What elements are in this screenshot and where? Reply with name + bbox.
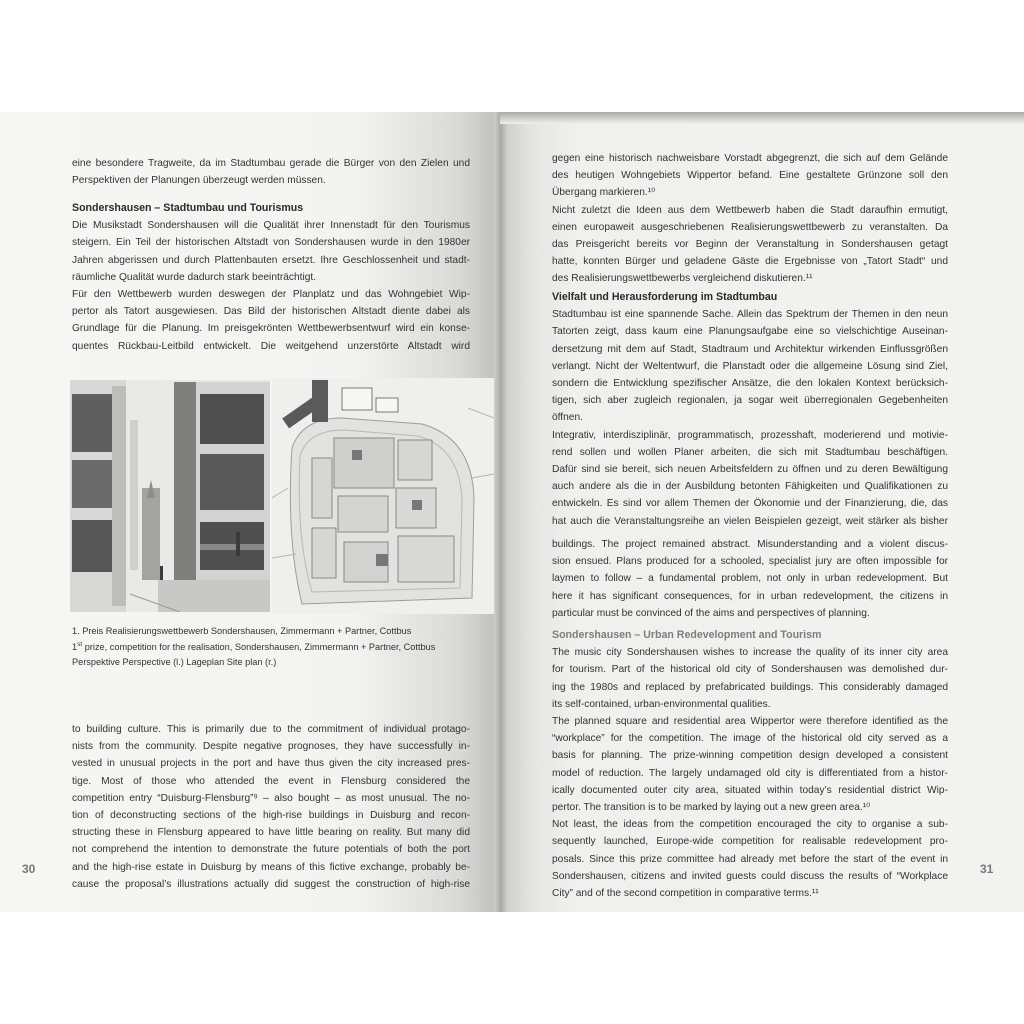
text-line: Übergang markieren.¹⁰: [552, 187, 656, 199]
text-line: sondern die Entwicklung spezifischer Ansätze, die den lokalen Kontext berücksich-: [552, 378, 948, 390]
text-line: pertor als Tatort ausgewiesen. Das Bild der historischen Altstadt diente dabei als: [72, 306, 470, 318]
text-line: eine besondere Tragweite, da im Stadtumbau gerade die Bürger von den Zielen und: [72, 158, 470, 169]
text-line: Dafür sind sie bereit, sich neuen Arbeitsfeldern zu öffnen und zu deren Bewältigung: [552, 464, 948, 476]
text-line: auch andere als die in der Ausbildung betonten Fähigkeiten und Qualifikationen zu: [552, 481, 948, 493]
text-line: dersetzung mit dem auf Stadt, Stadtraum und Architektur wirkenden Einflussgrößen: [552, 343, 948, 355]
page-number-right: 31: [980, 862, 994, 876]
text-line: sequently launched, Europe-wide competition for realisable redevelopment pro-: [552, 836, 948, 848]
text-line: entwickeln. Es sind vor allem Themen der Ökonomie und der Finanzierung, die, das: [552, 498, 948, 510]
text-line: competition entry “Duisburg-Flensburg”⁹ – also bought – as most unusual. The no-: [72, 792, 470, 804]
text-line: hatte, konnten Bürger und geladene Gäste die Ergebnisse von „Tatort Stadt“ und: [552, 256, 948, 268]
right-english-section: [552, 627, 948, 902]
text-line: and the high-rise estate in Duisburg by means of this fictive exchange, probably be-: [72, 861, 470, 873]
text-line: Stadtumbau ist eine spannende Sache. Allein das Spektrum der Themen in den neun: [552, 309, 948, 321]
text-line: Die Musikstadt Sondershausen will die Qualität ihrer Innenstadt für den Tourismus: [72, 220, 470, 232]
section-heading: Sondershausen – Stadtumbau und Tourismus: [72, 202, 304, 214]
caption-ordinal-suffix: st: [77, 640, 83, 648]
text-line: Not least, the ideas from the competition encouraged the city to organise a sub-: [552, 819, 948, 831]
text-line: rend sollen und wollen Planer arbeiten, die sich mit Stadtumbau beschäftigen.: [552, 446, 948, 458]
text-line: cause the proposal’s illustrations actually did suggest the construction of high-rise: [72, 878, 470, 890]
text-line: öffnen.: [552, 412, 583, 424]
text-line: sion ensued. Plans produced for a schooled, specialist jury are often impossible for: [552, 556, 948, 568]
text-line: model of reduction. The largely undamaged old city is differentiated from a histor-: [552, 767, 948, 779]
section-heading: Sondershausen – Urban Redevelopment and Tourism: [552, 629, 822, 641]
text-line: Perspektiven der Planungen überzeugt werden müssen.: [72, 175, 326, 187]
text-line: steigern. Ein Teil der historischen Altstadt von Sondershausen wurde in den 1980er: [72, 237, 470, 249]
text-line: des Realisierungswettbewerbs vergleichend diskutieren.¹¹: [552, 273, 813, 285]
text-line: ing the 1980s and replaced by prefabricated buildings. This considerably damaged: [552, 681, 948, 693]
text-line: for tourism. Part of the historical old city of Sondershausen was demolished dur-: [552, 664, 948, 676]
caption-line: Perspektive Perspective (l.) Lageplan Site plan (r.): [72, 657, 277, 667]
caption-line: 1. Preis Realisierungswettbewerb Sondershausen, Zimmermann + Partner, Cottbus: [72, 626, 412, 636]
text-line: structing these in Flensburg appeared to have little bearing on reality. But many did: [72, 827, 470, 839]
text-line: to building culture. This is primarily due to the commitment of individual protago-: [72, 724, 470, 735]
text-line: The planned square and residential area Wippertor were therefore identified as the: [552, 716, 948, 728]
text-line: das Preisgericht bereits vor Beginn der Veranstaltung in Sondershausen getagt: [552, 239, 948, 251]
text-line: Nicht zuletzt die Ideen aus dem Wettbewerb haben die Stadt daraufhin ermutigt,: [552, 204, 948, 216]
text-line: City” and of the second competition in comparative terms.¹¹: [552, 888, 819, 900]
text-line: vested in unusual projects in the port and have thus given the city increased pres-: [72, 758, 470, 770]
text-line: laymen to follow – a fundamental problem, not only in urban redevelopment. But: [552, 573, 948, 585]
text-line: nists from the community. Despite negative prognoses, they have successfully in-: [72, 741, 470, 753]
text-line: hat auch die Veranstaltungsreihe an vielen Beispielen gezeigt, weit stärker als bisher: [552, 515, 948, 527]
book-gutter: [494, 112, 508, 912]
text-line: buildings. The project remained abstract. Misunderstanding and a violent discus-: [552, 539, 948, 550]
text-line: des heutigen Wohngebiets Wippertor befand. Eine gestaltete Grünzone soll den: [552, 170, 948, 182]
caption-line: [72, 640, 492, 656]
text-line: Tatorten zeigt, dass kaum eine Planungsaufgabe eine so vielschichtige Auseinan-: [552, 326, 948, 338]
page-number-left: 30: [22, 862, 36, 876]
text-line: tion of deconstructing sections of the high-rise buildings in Duisburg and recon-: [72, 810, 470, 822]
text-line: quentes Rückbau-Leitbild entwickelt. Die weitgehend unzerstörte Altstadt wird: [72, 340, 470, 352]
left-english-text: [72, 721, 470, 893]
text-line: basis for planning. The prize-winning competition design developed a consistent: [552, 750, 948, 762]
right-vielfalt-section: [552, 289, 948, 530]
figure-caption: [72, 624, 492, 671]
text-line: posals. Since this prize committee had already met before the start of the event in: [552, 853, 948, 865]
text-line: Grundlage für die Planung. Im preisgekrönten Wettbewerbsentwurf wird ein konse-: [72, 323, 470, 335]
text-line: pertor. The transition is to be marked by laying out a new green area.¹⁰: [552, 802, 871, 814]
text-line: not comprehend the intention to demonstrate the future potentials of both the port: [72, 844, 470, 856]
text-line: räumliche Qualität wurde dadurch stark beeinträchtigt.: [72, 271, 317, 283]
left-section: [72, 200, 470, 355]
text-line: its self-contained, urban-environmental qualities.: [552, 698, 771, 710]
right-english-intro: [552, 536, 948, 622]
text-line: Für den Wettbewerb wurden deswegen der Planplatz und das Wohngebiet Wip-: [72, 289, 470, 301]
left-intro-text: [72, 155, 470, 189]
text-line: verlangt. Nicht der Weltentwurf, die Planstadt oder die allgemeine Lösung sind Ziel,: [552, 360, 948, 372]
caption-ordinal: 1: [72, 641, 78, 652]
text-line: ically documented outer city area, situated within today’s residential district Wip-: [552, 784, 948, 796]
right-intro-text: [552, 150, 948, 288]
caption-line-text: prize, competition for the realisation, Sondershausen, Zimmermann + Partner, Cottbus: [82, 641, 436, 652]
text-line: here it has significant consequences, for in urban redevelopment, the citizens in: [552, 590, 948, 602]
text-line: tigen, sich aber zugleich regionalen, ja sogar weit überregionalen Gegebenheiten: [552, 395, 948, 407]
text-line: The music city Sondershausen wishes to increase the quality of its inner city area: [552, 647, 948, 659]
text-line: einen europaweit ausgeschriebenen Realisierungswettbewerb zu veranstalten. Da: [552, 221, 948, 233]
text-line: “workplace” for the competition. The image of the historical old city served as a: [552, 733, 948, 745]
text-line: Integrativ, interdisziplinär, programmatisch, prozesshaft, moderierend und motivie-: [552, 429, 948, 441]
perspective-illustration: [70, 380, 270, 612]
open-book: [0, 112, 1024, 912]
site-plan-illustration: [272, 378, 494, 614]
text-line: Sondershausen, citizens and invited guests could discuss the results of “Workplace: [552, 870, 948, 882]
page-shadow: [500, 112, 1024, 124]
text-line: tige. Most of those who attended the event in Flensburg considered the: [72, 775, 470, 787]
section-heading: Vielfalt und Herausforderung im Stadtumbau: [552, 291, 778, 303]
text-line: gegen eine historisch nachweisbare Vorstadt abgegrenzt, die sich auf dem Gelände: [552, 153, 948, 164]
text-line: Jahren abgerissen und durch Plattenbauten ersetzt. Ihre Geschlossenheit und stadt-: [72, 254, 470, 266]
text-line: particular must be convinced of the aims and perspectives of planning.: [552, 607, 870, 619]
